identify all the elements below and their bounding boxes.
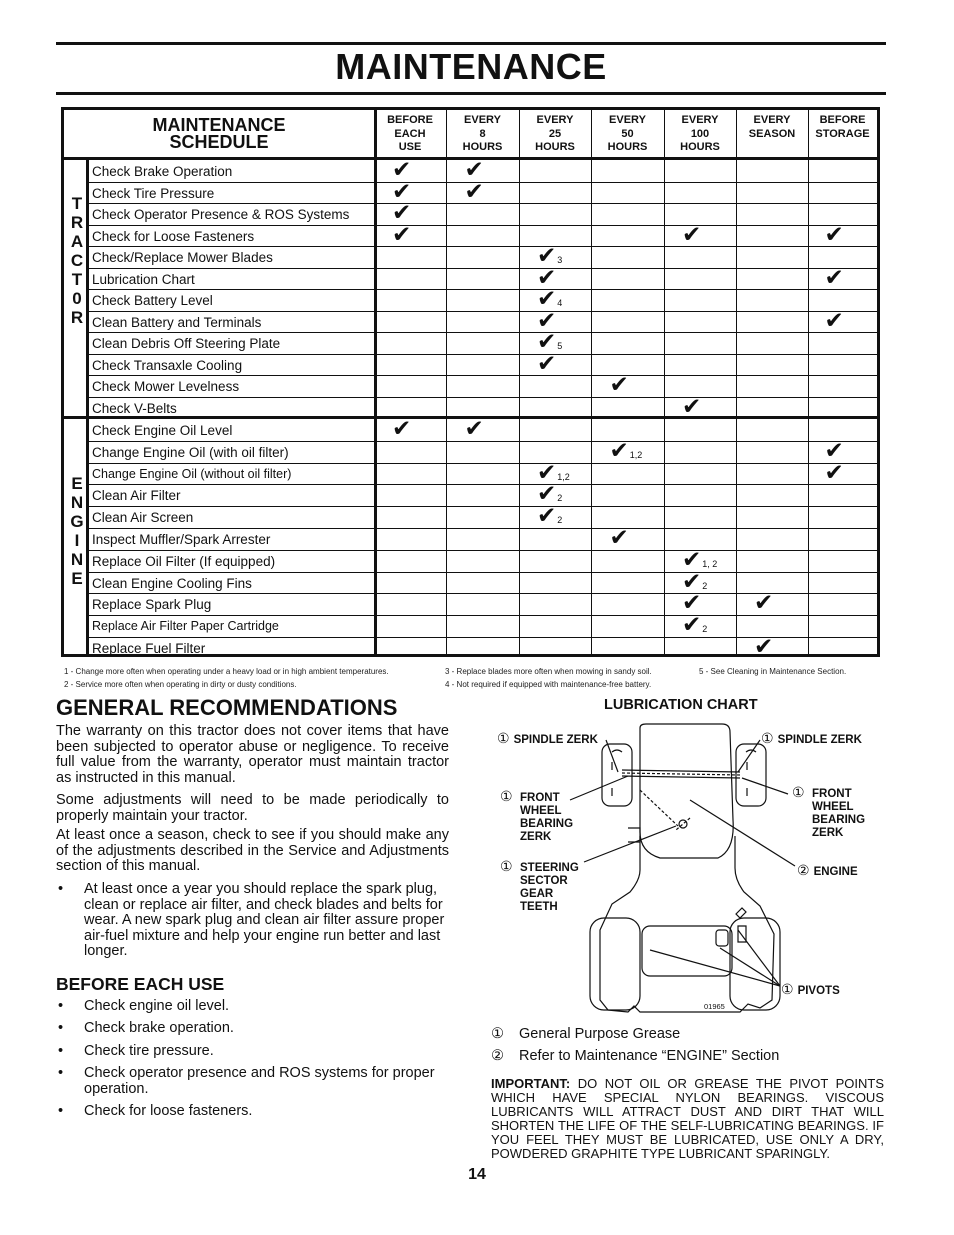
tractor-letter: R xyxy=(70,213,84,232)
maintenance-schedule-table xyxy=(61,107,880,660)
top-rule xyxy=(56,42,886,45)
column-header-line: EACH xyxy=(394,127,426,140)
row-divider xyxy=(89,463,877,464)
check-glyph: ✔ xyxy=(537,350,557,377)
engine-side-label xyxy=(67,474,87,588)
tractor-letter: 0 xyxy=(72,289,82,308)
check-mark xyxy=(754,592,773,615)
before-each-use-text: Check tire pressure. xyxy=(84,1043,214,1059)
bullet-dot: • xyxy=(58,1020,64,1036)
row-divider xyxy=(89,354,877,355)
column-header-line: STORAGE xyxy=(815,127,870,140)
check-glyph: ✔ xyxy=(609,437,629,464)
spindle-zerk-right-text: SPINDLE ZERK xyxy=(777,734,862,746)
task-label: Clean Air Filter xyxy=(92,488,181,504)
schedule-heading-line1: MAINTENANCE xyxy=(152,115,286,135)
before-each-use-item xyxy=(56,1044,449,1060)
column-header-line: EVERY xyxy=(681,114,719,126)
before-each-use-text: Check for loose fasteners. xyxy=(84,1103,253,1119)
check-mark xyxy=(464,178,484,205)
spindle-zerk-left-text: SPINDLE ZERK xyxy=(513,734,598,746)
check-glyph: ✔ xyxy=(682,590,702,617)
label-line: BEARING xyxy=(520,818,574,830)
label-line: BEARING xyxy=(812,814,866,826)
task-label: Check/Replace Mower Blades xyxy=(92,250,273,265)
footnote: 5 - See Cleaning in Maintenance Section. xyxy=(699,667,847,676)
page-number: 14 xyxy=(468,1166,486,1183)
check-footnote-ref: 1,2 xyxy=(557,471,570,482)
before-each-use-item xyxy=(56,999,449,1015)
general-paragraph-2: Some adjustments will need to be made periodically to properly maintain your tractor. xyxy=(56,792,449,824)
check-mark xyxy=(824,264,844,291)
check-mark xyxy=(610,527,629,550)
check-glyph: ✔ xyxy=(682,546,702,573)
check-glyph: ✔ xyxy=(537,503,557,530)
row-divider xyxy=(89,268,877,269)
column-header xyxy=(736,114,808,141)
tractor-letter: T xyxy=(71,270,83,289)
bullet-dot: • xyxy=(58,998,64,1014)
check-glyph: ✔ xyxy=(464,178,484,205)
column-header-line: HOURS xyxy=(607,141,648,153)
tractor-letter: C xyxy=(70,251,84,270)
bullet-dot: • xyxy=(58,881,64,897)
task-label: Replace Air Filter Paper Cartridge xyxy=(92,619,279,634)
engine-letter: G xyxy=(70,512,84,531)
schedule-heading-line2: SCHEDULE xyxy=(169,132,269,152)
front-wheel-right-text xyxy=(812,788,865,840)
task-label: Check for Loose Fasteners xyxy=(92,228,255,244)
before-each-use-title: BEFORE EACH USE xyxy=(56,974,225,994)
row-divider xyxy=(89,311,877,312)
engine-symbol: ② xyxy=(491,1048,504,1064)
column-header xyxy=(446,114,519,155)
column-header-line: HOURS xyxy=(680,141,720,153)
column-header-line: HOURS xyxy=(535,141,575,153)
general-recommendations-title: GENERAL RECOMMENDATIONS xyxy=(56,695,398,720)
figure-code: 01965 xyxy=(704,1002,725,1011)
check-glyph: ✔ xyxy=(537,264,557,291)
engine-letter: E xyxy=(71,474,83,493)
tractor-letter: A xyxy=(70,232,84,251)
legend-grease-text: General Purpose Grease xyxy=(519,1026,681,1042)
check-glyph: ✔ xyxy=(537,481,557,508)
footnote: 4 - Not required if equipped with maintenance-free battery. xyxy=(445,680,652,689)
row-divider xyxy=(89,484,877,485)
row-divider xyxy=(89,332,877,333)
engine-letter: N xyxy=(70,550,84,569)
bullet-dot: • xyxy=(58,1065,64,1081)
task-label: Inspect Muffler/Spark Arrester xyxy=(92,532,271,547)
task-label: Replace Oil Filter (If equipped) xyxy=(92,553,276,569)
engine-text: ENGINE xyxy=(813,866,858,878)
column-header-line: 8 xyxy=(479,127,486,140)
check-mark xyxy=(682,221,702,248)
before-each-use-item xyxy=(56,1066,449,1097)
pivots-text: PIVOTS xyxy=(797,985,840,997)
label-line: GEAR xyxy=(520,888,554,900)
check-mark xyxy=(392,418,411,441)
label-line: ZERK xyxy=(520,831,552,843)
task-label: Clean Battery and Terminals xyxy=(92,314,262,330)
column-header-line: EVERY xyxy=(464,114,501,126)
task-label: Change Engine Oil (without oil filter) xyxy=(92,466,292,481)
task-label: Check Operator Presence & ROS Systems xyxy=(92,207,350,222)
legend-engine-text: Refer to Maintenance “ENGINE” Section xyxy=(519,1048,780,1064)
general-bullet xyxy=(56,882,449,960)
column-header-line: USE xyxy=(398,141,422,153)
check-glyph: ✔ xyxy=(754,590,774,617)
check-footnote-ref: 2 xyxy=(557,493,563,504)
legend-engine xyxy=(491,1048,779,1064)
column-header-line: HOURS xyxy=(462,141,503,153)
footnote: 3 - Replace blades more often when mowing in sandy soil. xyxy=(445,667,652,676)
check-glyph: ✔ xyxy=(537,459,557,486)
check-mark xyxy=(392,221,412,248)
check-mark xyxy=(682,393,702,420)
task-label: Clean Debris Off Steering Plate xyxy=(92,336,281,351)
task-label: Check Mower Levelness xyxy=(92,379,240,394)
row-divider xyxy=(89,397,877,398)
before-each-use-text: Check engine oil level. xyxy=(84,998,230,1014)
title-rule xyxy=(56,92,886,95)
check-glyph: ✔ xyxy=(754,634,774,660)
check-glyph: ✔ xyxy=(392,200,412,226)
pivots-label xyxy=(781,983,840,998)
check-mark xyxy=(682,614,707,641)
check-glyph: ✔ xyxy=(824,459,844,486)
row-divider xyxy=(89,528,877,529)
label-line: WHEEL xyxy=(812,801,854,813)
task-label: Check Battery Level xyxy=(92,293,213,308)
label-line: FRONT xyxy=(520,792,560,804)
check-mark xyxy=(824,221,844,248)
column-header-line: BEFORE xyxy=(819,114,866,126)
lubrication-chart-title: LUBRICATION CHART xyxy=(604,697,758,713)
task-label: Check Transaxle Cooling xyxy=(92,357,243,373)
grease-symbol: ① xyxy=(500,788,513,804)
spindle-zerk-right-label xyxy=(761,732,862,747)
check-glyph: ✔ xyxy=(682,221,702,248)
check-glyph: ✔ xyxy=(392,221,412,248)
steering-gear-label xyxy=(500,858,579,914)
bullet-dot: • xyxy=(58,1043,64,1059)
engine-label xyxy=(797,864,858,879)
column-header-line: 100 xyxy=(690,127,710,140)
check-glyph: ✔ xyxy=(682,612,702,639)
grease-symbol: ① xyxy=(781,981,794,997)
tractor-side-label xyxy=(67,194,87,327)
check-glyph: ✔ xyxy=(464,416,484,442)
check-glyph: ✔ xyxy=(537,329,557,355)
footnote: 2 - Service more often when operating in dirty or dusty conditions. xyxy=(64,680,297,689)
grease-symbol: ① xyxy=(761,730,774,746)
important-label: IMPORTANT: xyxy=(491,1076,571,1091)
engine-letter: N xyxy=(70,493,84,512)
check-mark xyxy=(537,350,557,377)
engine-symbol: ② xyxy=(797,862,810,878)
task-label: Replace Spark Plug xyxy=(92,597,212,613)
tractor-letter: R xyxy=(70,308,84,327)
engine-letter: I xyxy=(74,531,80,550)
before-each-use-text: Check brake operation. xyxy=(84,1020,234,1036)
check-glyph: ✔ xyxy=(609,525,629,551)
general-paragraph-3: At least once a season, check to see if you should make any of the adjustments described in the Service and Adjustments section of this manual. xyxy=(56,827,449,875)
spindle-zerk-left-label xyxy=(497,732,598,747)
label-line: FRONT xyxy=(812,788,852,800)
row-divider xyxy=(89,572,877,573)
task-label: Check V-Belts xyxy=(92,400,177,416)
column-header xyxy=(808,114,877,141)
check-footnote-ref: 2 xyxy=(702,580,708,591)
label-line: ZERK xyxy=(812,827,844,839)
check-footnote-ref: 5 xyxy=(557,341,563,351)
check-glyph: ✔ xyxy=(824,437,844,464)
check-footnote-ref: 1, 2 xyxy=(702,558,718,569)
general-paragraph-1: The warranty on this tractor does not cover items that have been subjected to operator abuse or negligence. To receive full value from the warranty, operator must maintain tractor as instructed in this manual. xyxy=(56,723,449,786)
task-label: Check Brake Operation xyxy=(92,164,233,179)
label-line: TEETH xyxy=(520,901,558,913)
check-mark xyxy=(609,437,643,467)
column-header-line: BEFORE xyxy=(387,114,433,126)
check-footnote-ref: 3 xyxy=(557,255,563,265)
column-header-line: EVERY xyxy=(609,114,646,126)
task-label: Check Tire Pressure xyxy=(92,185,215,201)
check-glyph: ✔ xyxy=(537,307,557,334)
row-divider xyxy=(89,289,877,290)
grease-symbol: ① xyxy=(497,730,510,746)
row-divider xyxy=(89,225,877,226)
column-header-line: EVERY xyxy=(536,114,574,126)
check-glyph: ✔ xyxy=(609,372,629,398)
tractor-letter: T xyxy=(71,194,83,213)
row-divider xyxy=(89,375,877,376)
grease-symbol: ① xyxy=(500,858,513,874)
check-mark xyxy=(610,374,629,397)
steering-gear-text xyxy=(520,862,579,914)
footnote: 1 - Change more often when operating under a heavy load or in high ambient temperatures. xyxy=(64,667,389,676)
column-header-line: EVERY xyxy=(753,114,791,126)
check-footnote-ref: 4 xyxy=(557,298,563,308)
task-label: Lubrication Chart xyxy=(92,271,195,287)
grease-symbol: ① xyxy=(792,784,805,800)
row-divider xyxy=(89,550,877,551)
column-header xyxy=(664,114,736,155)
check-footnote-ref: 1,2 xyxy=(629,449,643,460)
before-each-use-text: Check operator presence and ROS systems for proper operation. xyxy=(84,1065,435,1097)
task-label: Change Engine Oil (with oil filter) xyxy=(92,444,289,460)
before-each-use-item xyxy=(56,1104,449,1120)
check-glyph: ✔ xyxy=(824,307,844,334)
check-glyph: ✔ xyxy=(682,568,702,595)
check-glyph: ✔ xyxy=(392,157,412,183)
task-label: Replace Fuel Filter xyxy=(92,641,206,656)
grease-symbol: ① xyxy=(491,1026,504,1042)
check-glyph: ✔ xyxy=(537,286,557,312)
front-wheel-right-label xyxy=(792,784,866,840)
front-wheel-left-text xyxy=(520,792,573,844)
check-mark xyxy=(465,418,484,441)
check-mark xyxy=(754,636,773,659)
check-glyph: ✔ xyxy=(464,157,484,183)
label-line: SECTOR xyxy=(520,875,568,887)
column-header xyxy=(519,114,591,155)
important-text: DO NOT OIL OR GREASE THE PIVOT POINTS WHICH HAVE SPECIAL NYLON BEARINGS. VISCOUS LUBRICANTS WILL ATTRACT DUST AND DIRT THAT WILL SHORTEN THE LIFE OF THE SELF-LUBRICATING BEARINGS. IF YOU FEEL THEY MUST BE LUBRICATED, USE ONLY A DRY, POWDERED GRAPHITE TYPE LUBRICANT SPARINGLY. xyxy=(491,1076,884,1161)
row-divider xyxy=(89,246,877,247)
bullet-dot: • xyxy=(58,1103,64,1119)
check-mark xyxy=(824,307,844,334)
row-divider xyxy=(89,506,877,507)
label-line: STEERING xyxy=(520,862,579,874)
check-glyph: ✔ xyxy=(682,393,702,420)
front-wheel-left-label xyxy=(500,788,574,844)
general-bullet-text: At least once a year you should replace the spark plug, clean or replace air filter, and check blades and belts for wear. A new spark plug and clean air filter assure proper air-fuel mixture and help your engine run better and last longer. xyxy=(84,881,445,960)
legend-grease xyxy=(491,1026,680,1042)
column-header xyxy=(374,114,446,155)
check-footnote-ref: 2 xyxy=(557,515,563,526)
label-line: WHEEL xyxy=(520,805,562,817)
column-header-line: 50 xyxy=(621,127,634,140)
check-mark xyxy=(537,505,562,532)
check-glyph: ✔ xyxy=(824,221,844,248)
task-label: Clean Air Screen xyxy=(92,510,194,526)
check-glyph: ✔ xyxy=(392,178,412,205)
before-each-use-item xyxy=(56,1021,449,1037)
column-header-line: SEASON xyxy=(748,127,796,140)
check-mark xyxy=(824,459,844,486)
engine-letter: E xyxy=(71,569,83,588)
task-label: Check Engine Oil Level xyxy=(92,423,233,438)
column-header xyxy=(591,114,664,155)
schedule-heading xyxy=(134,117,304,151)
check-glyph: ✔ xyxy=(537,243,557,269)
page-title: MAINTENANCE xyxy=(335,46,607,87)
important-note xyxy=(491,1077,884,1161)
check-footnote-ref: 2 xyxy=(702,624,708,635)
task-label: Clean Engine Cooling Fins xyxy=(92,575,252,591)
check-glyph: ✔ xyxy=(824,264,844,291)
check-glyph: ✔ xyxy=(392,416,412,442)
column-header-line: 25 xyxy=(548,127,562,140)
